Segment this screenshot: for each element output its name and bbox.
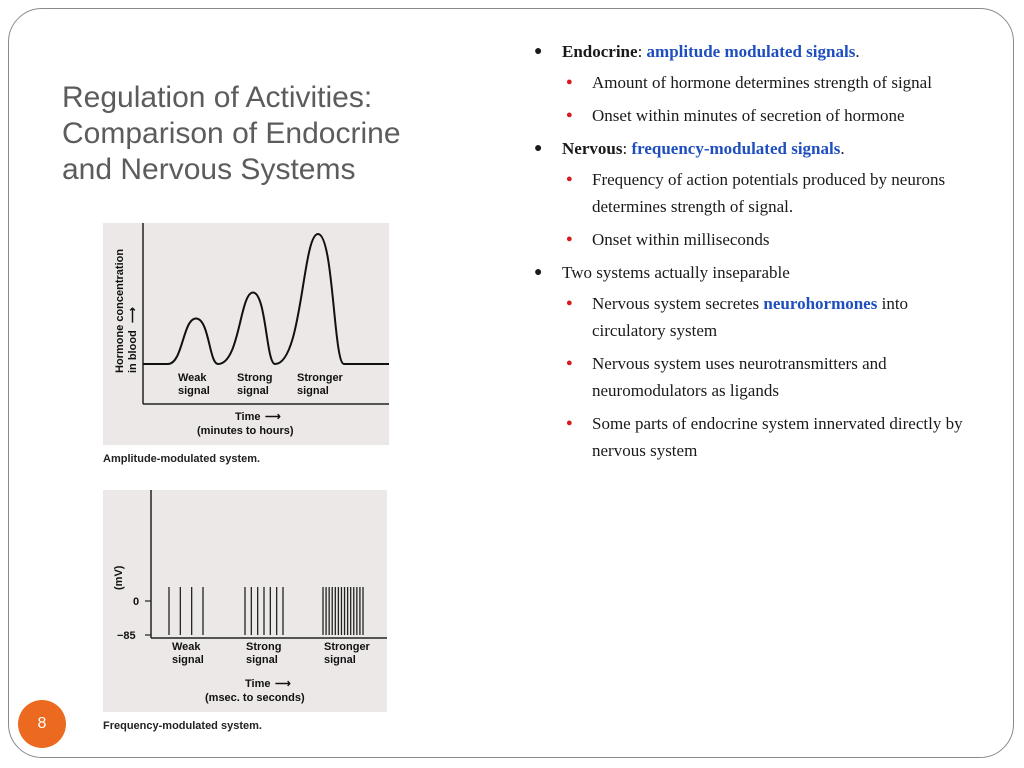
sub-bullet-dot: ● — [566, 417, 573, 429]
sub-bullet-dot: ● — [566, 297, 573, 309]
title-line-2: Comparison of Endocrine — [62, 117, 401, 150]
sub-bullet-text: Some parts of endocrine system innervated directly by nervous system — [592, 414, 963, 460]
nervous-highlight: frequency-modulated signals — [631, 139, 841, 158]
list-item — [562, 69, 972, 96]
sub-bullet-text: Frequency of action potentials produced by neurons determines strength of signal. — [592, 170, 946, 216]
separator: : — [637, 42, 647, 61]
page-number-badge: 8 — [18, 700, 66, 748]
frequency-caption: Frequency-modulated system. — [103, 720, 262, 732]
endocrine-highlight: amplitude modulated signals — [646, 42, 856, 61]
sub-bullet-text: Nervous system secretes — [592, 294, 764, 313]
title-line-1: Regulation of Activities: — [62, 81, 373, 114]
list-item — [562, 166, 972, 220]
sub-bullet-text: Amount of hormone determines strength of signal — [592, 73, 932, 92]
nervous-sublist — [562, 166, 972, 253]
list-item — [562, 290, 972, 344]
endocrine-term: Endocrine — [562, 42, 638, 61]
bullet-list — [532, 38, 972, 470]
bullet-dot: ● — [534, 44, 543, 59]
strong-label-1: Strong — [237, 372, 273, 384]
bullet-inseparable — [532, 259, 972, 464]
endocrine-sublist — [562, 69, 972, 129]
sub-bullet-dot: ● — [566, 233, 573, 245]
sub-bullet-text: Onset within milliseconds — [592, 230, 770, 249]
period: . — [855, 42, 860, 61]
weak-label-2: signal — [178, 385, 210, 397]
strong-label-2: signal — [246, 654, 278, 666]
strong-label-1: Strong — [246, 641, 282, 653]
hormone-curve — [143, 234, 389, 364]
x-label-line-1: Time — [245, 678, 271, 690]
list-item — [562, 350, 972, 404]
amplitude-figure-panel — [103, 223, 389, 445]
x-label-line-2: (minutes to hours) — [197, 425, 294, 437]
nervous-term: Nervous — [562, 139, 623, 158]
amplitude-graph — [103, 223, 389, 445]
bullet-dot: ● — [534, 265, 543, 280]
sub-bullet-dot: ● — [566, 173, 573, 185]
y-label-line-2: in blood — [127, 330, 139, 373]
stronger-label-2: signal — [324, 654, 356, 666]
amplitude-caption: Amplitude-modulated system. — [103, 453, 261, 465]
bullet-nervous — [532, 135, 972, 253]
y-arrow: ⟶ — [127, 307, 139, 323]
bullet-dot: ● — [534, 141, 543, 156]
list-item — [562, 410, 972, 464]
list-item — [562, 102, 972, 129]
strong-label-2: signal — [237, 385, 269, 397]
tick-zero-label: 0 — [133, 596, 140, 608]
spike-train — [169, 587, 363, 635]
x-arrow: ⟶ — [275, 678, 291, 690]
inseparable-sublist — [562, 290, 972, 464]
neurohormones-highlight: neurohormones — [763, 294, 878, 313]
y-label-line-1: Hormone concentration — [114, 248, 126, 373]
sub-bullet-text-end: into circulatory system — [592, 294, 909, 340]
weak-label-1: Weak — [172, 641, 201, 653]
stronger-label-1: Stronger — [324, 641, 370, 653]
slide-title — [62, 80, 482, 188]
x-arrow: ⟶ — [265, 411, 281, 423]
bullet-endocrine — [532, 38, 972, 129]
x-label-line-2: (msec. to seconds) — [205, 692, 305, 704]
frequency-graph — [103, 490, 387, 712]
separator: : — [622, 139, 632, 158]
x-label-line-1: Time — [235, 411, 261, 423]
sub-bullet-dot: ● — [566, 76, 573, 88]
stronger-label-2: signal — [297, 385, 329, 397]
title-line-3: and Nervous Systems — [62, 153, 356, 186]
sub-bullet-text: Onset within minutes of secretion of hormone — [592, 106, 905, 125]
weak-label-2: signal — [172, 654, 204, 666]
frequency-figure-panel — [103, 490, 387, 712]
sub-bullet-text: Nervous system uses neurotransmitters and neuromodulators as ligands — [592, 354, 887, 400]
stronger-label-1: Stronger — [297, 372, 343, 384]
period: . — [840, 139, 845, 158]
inseparable-text: Two systems actually inseparable — [562, 263, 790, 282]
sub-bullet-dot: ● — [566, 357, 573, 369]
tick-rest-label: −85 — [117, 630, 136, 642]
list-item — [562, 226, 972, 253]
y-label: (mV) — [113, 565, 125, 590]
sub-bullet-dot: ● — [566, 109, 573, 121]
weak-label-1: Weak — [178, 372, 207, 384]
